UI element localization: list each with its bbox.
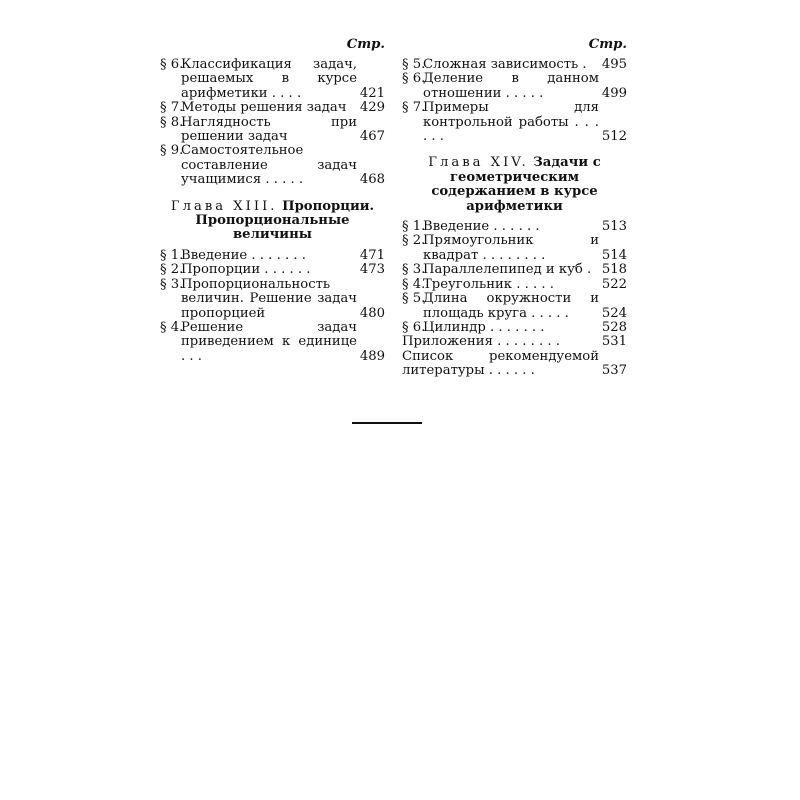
toc-entry xyxy=(402,72,627,101)
section-number: § 2. xyxy=(402,233,426,249)
entry-title: Методы решения задач xyxy=(181,100,347,116)
section-number: § 1. xyxy=(160,247,184,263)
toc-entry xyxy=(160,263,385,277)
end-rule xyxy=(352,422,422,424)
page-number: 480 xyxy=(357,307,385,321)
page-number: 512 xyxy=(599,130,627,144)
section-number: § 9. xyxy=(160,143,184,159)
toc-entry xyxy=(160,278,385,321)
page-number: 495 xyxy=(599,58,627,72)
section-number: § 1. xyxy=(402,219,426,235)
section-number: § 5. xyxy=(402,291,426,307)
entry-title: Треугольник . . . . . xyxy=(423,276,554,292)
entry-title: Введение . . . . . . xyxy=(423,219,540,235)
chapter-label: Глава XIV. xyxy=(428,155,529,171)
toc-list xyxy=(160,58,385,188)
chapter-title: Пропорции. Пропорциональные величины xyxy=(195,198,375,243)
page-number: 513 xyxy=(599,220,627,234)
entry-title: Классификация задач, решаемых в курсе арифметики . . . . xyxy=(181,57,357,101)
entry-title: Список рекомендуемой литературы . . . . . . xyxy=(402,348,599,379)
page-number: 528 xyxy=(599,321,627,335)
section-number: § 6. xyxy=(402,71,426,87)
section-number: § 4. xyxy=(160,319,184,335)
toc-column-left xyxy=(160,38,385,364)
chapter-heading xyxy=(160,200,385,243)
entry-title: Введение . . . . . . . xyxy=(181,247,306,263)
page-number: 489 xyxy=(357,350,385,364)
entry-title: Цилиндр . . . . . . . xyxy=(423,319,545,335)
page-column-header: Стр. xyxy=(588,37,627,52)
entry-title: Прямоугольник и квадрат . . . . . . . . xyxy=(423,233,599,263)
toc-entry xyxy=(402,263,627,277)
page-number: 514 xyxy=(599,249,627,263)
chapter-title: Задачи с геометрическим содержанием в курсе арифметики xyxy=(431,155,601,214)
toc-entry xyxy=(160,58,385,101)
toc-entry xyxy=(160,249,385,263)
section-number: § 2. xyxy=(160,262,184,278)
entry-title: Параллелепипед и куб . xyxy=(423,262,592,278)
section-number: § 4. xyxy=(402,276,426,292)
toc-entry xyxy=(402,292,627,321)
page-number: 537 xyxy=(599,364,627,378)
entry-title: Длина окружности и площадь круга . . . . . xyxy=(423,291,599,321)
toc-entry xyxy=(402,278,627,292)
section-number: § 3. xyxy=(402,262,426,278)
page-column-header: Стр. xyxy=(346,37,385,52)
page-number: 524 xyxy=(599,307,627,321)
entry-title: Деление в данном отношении . . . . . xyxy=(423,71,599,101)
toc-entry xyxy=(160,144,385,187)
toc-entry xyxy=(402,234,627,263)
entry-title: Решение задач приведением к единице . . . xyxy=(181,319,357,364)
entry-title: Приложения . . . . . . . . xyxy=(402,334,560,350)
toc-list xyxy=(160,249,385,364)
section-number: § 3. xyxy=(160,276,184,292)
section-number: § 6. xyxy=(160,57,184,72)
toc-list xyxy=(402,58,627,144)
page-number: 473 xyxy=(357,263,385,277)
toc-column-right xyxy=(402,38,627,379)
page-number: 467 xyxy=(357,130,385,144)
page-number: 531 xyxy=(599,335,627,349)
section-number: § 8. xyxy=(160,114,184,130)
entry-title: Пропорциональность величин. Решение задач пропорцией xyxy=(181,276,357,321)
page-number: 471 xyxy=(357,249,385,263)
toc-entry xyxy=(402,220,627,234)
page-number: 518 xyxy=(599,263,627,277)
section-number: § 5. xyxy=(402,57,426,72)
toc-entry xyxy=(160,116,385,145)
toc-entry xyxy=(402,321,627,335)
entry-title: Самостоятельное составление задач учащимися . . . . . xyxy=(181,143,357,188)
chapter-heading xyxy=(402,156,627,214)
entry-title: Пропорции . . . . . . xyxy=(181,262,311,278)
toc-entry-bibliography xyxy=(402,350,627,379)
page-number: 499 xyxy=(599,87,627,101)
chapter-label: Глава XIII. xyxy=(170,198,278,214)
toc-entry-appendix xyxy=(402,335,627,349)
page-number: 429 xyxy=(357,101,385,115)
page-number: 468 xyxy=(357,173,385,187)
entry-title: Примеры для контрольной работы . . . . . . xyxy=(423,100,599,145)
toc-list xyxy=(402,220,627,378)
toc-entry xyxy=(160,321,385,364)
toc-entry xyxy=(402,101,627,144)
toc-entry xyxy=(160,101,385,115)
section-number: § 7. xyxy=(402,100,426,116)
entry-title: Наглядность при решении задач xyxy=(181,114,357,145)
entry-title: Сложная зависимость . xyxy=(423,57,587,72)
page-number: 522 xyxy=(599,278,627,292)
section-number: § 7. xyxy=(160,100,184,116)
page-number: 421 xyxy=(357,87,385,101)
toc-entry xyxy=(402,58,627,72)
section-number: § 6. xyxy=(402,319,426,335)
